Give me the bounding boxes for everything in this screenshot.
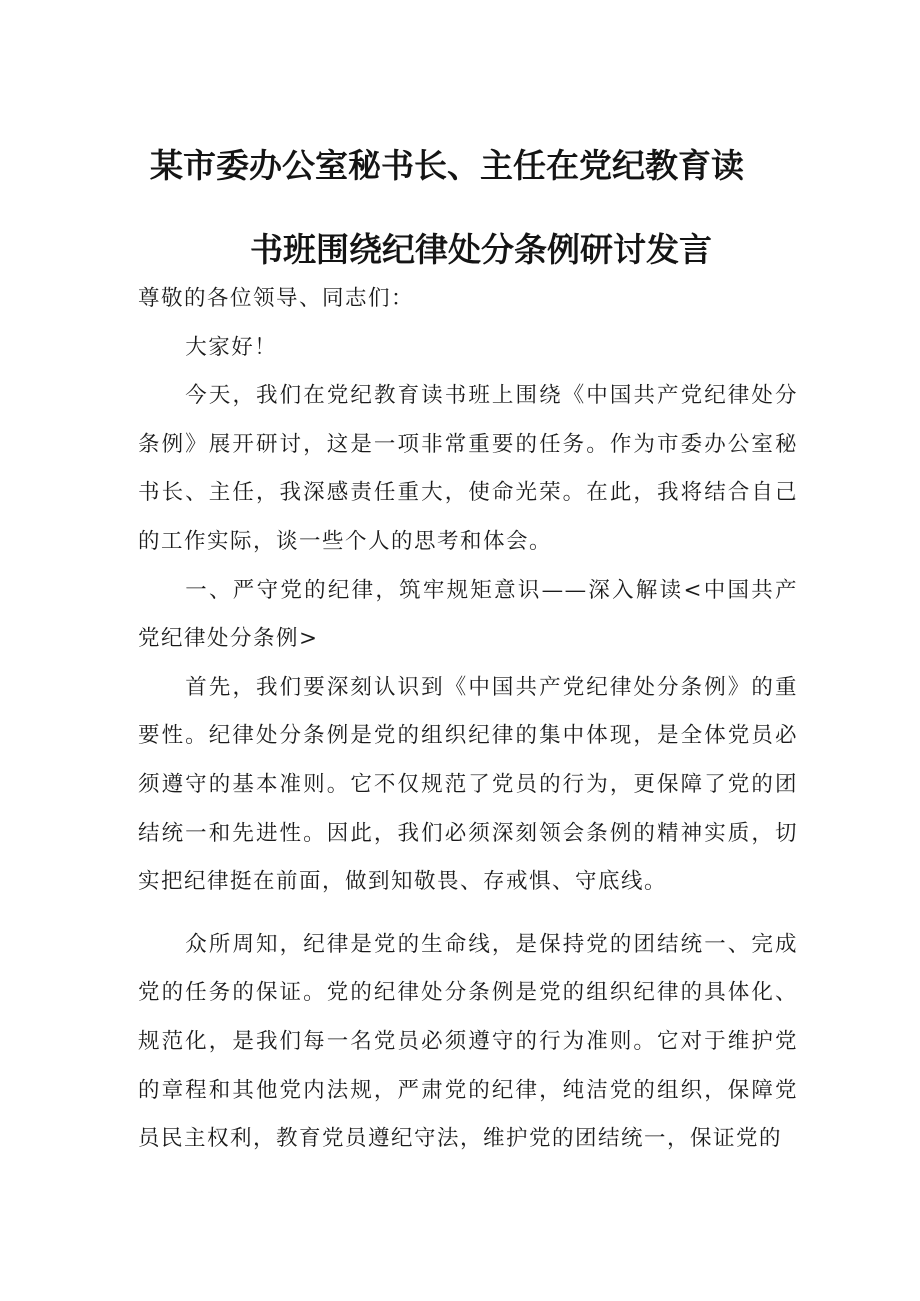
document-title-line-2: 书班围绕纪律处分条例研讨发言 bbox=[250, 230, 712, 269]
salutation: 尊敬的各位领导、同志们： bbox=[138, 286, 415, 311]
paragraph-discipline: 众所周知，纪律是党的生命线，是保持党的团结统一、完成党的任务的保证。党的纪律处分条例是党的组织纪律的具体化、规范化，是我们每一名党员必须遵守的行为准则。它对于维护党的章程和其他党内法规，严肃党的纪律，纯洁党的组织，保障党员民主权利，教育党员遵纪守法，维护党的团结统一，保证党的 bbox=[138, 931, 798, 1152]
document-body bbox=[138, 275, 798, 1164]
section-heading-1: 一、严守党的纪律，筑牢规矩意识——深入解读<中国共产党纪律处分条例> bbox=[138, 577, 798, 652]
document-title-line-1: 某市委办公室秘书长、主任在党纪教育读 bbox=[150, 146, 744, 185]
greeting: 大家好！ bbox=[185, 334, 278, 360]
paragraph-importance: 首先，我们要深刻认识到《中国共产党纪律处分条例》的重要性。纪律处分条例是党的组织纪律的集中体现，是全体党员必须遵守的基本准则。它不仅规范了党员的行为，更保障了党的团结统一和先进性。因此，我们必须深刻领会条例的精神实质，切实把纪律挺在前面，做到知敬畏、存戒惧、守底线。 bbox=[138, 674, 798, 895]
paragraph-intro: 今天，我们在党纪教育读书班上围绕《中国共产党纪律处分条例》展开研讨，这是一项非常重要的任务。作为市委办公室秘书长、主任，我深感责任重大，使命光荣。在此，我将结合自己的工作实际，谈一些个人的思考和体会。 bbox=[138, 383, 798, 554]
